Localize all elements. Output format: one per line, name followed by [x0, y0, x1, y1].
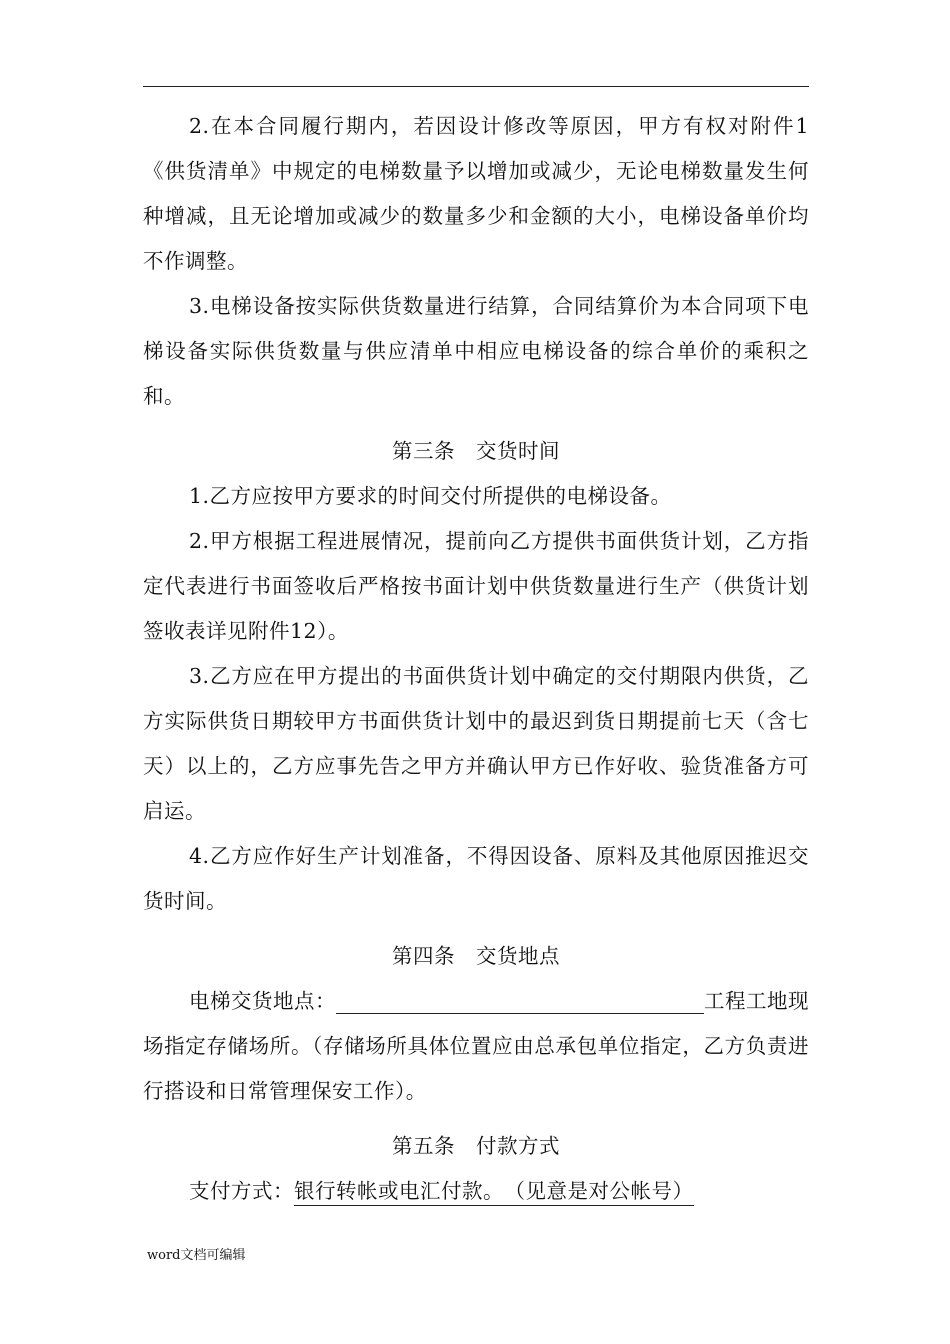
payment-method-label: 支付方式：	[189, 1179, 294, 1203]
delivery-location-text: 工程工地现场指定存储场所。（存储场所具体位置应由总承包单位指定，乙方负责进行搭设和日常管理保安工作）。	[143, 989, 809, 1103]
payment-method-paragraph	[143, 1169, 809, 1214]
footer-note: word文档可编辑	[147, 1248, 246, 1263]
article-3-item: 3.乙方应在甲方提出的书面供货计划中确定的交付期限内供货，乙方实际供货日期较甲方书面供货计划中的最迟到货日期提前七天（含七天）以上的，乙方应事先告之甲方并确认甲方已作好收、验货准备方可启运。	[143, 664, 809, 823]
paragraph-settlement: 3.电梯设备按实际供货数量进行结算，合同结算价为本合同项下电梯设备实际供货数量与供应清单中相应电梯设备的综合单价的乘积之和。	[143, 294, 809, 408]
paragraph-quantity-adjustment: 2.在本合同履行期内，若因设计修改等原因，甲方有权对附件1《供货清单》中规定的电梯数量予以增加或减少，无论电梯数量发生何种增减，且无论增加或减少的数量多少和金额的大小，电梯设备单价均不作调整。	[143, 114, 809, 273]
article-3-item: 4.乙方应作好生产计划准备，不得因设备、原料及其他原因推迟交货时间。	[143, 844, 809, 913]
article-3-item: 1.乙方应按甲方要求的时间交付所提供的电梯设备。	[189, 484, 672, 508]
article-3-item: 2.甲方根据工程进展情况，提前向乙方提供书面供货计划，乙方指定代表进行书面签收后严格按书面计划中供货数量进行生产（供货计划签收表详见附件12）。	[143, 529, 809, 643]
article-3-heading: 第三条 交货时间	[392, 439, 560, 463]
article-5-heading: 第五条 付款方式	[392, 1134, 560, 1158]
delivery-location-blank[interactable]	[336, 989, 704, 1014]
document-body	[143, 104, 809, 1214]
header-rule	[143, 86, 809, 87]
delivery-location-label: 电梯交货地点：	[189, 989, 336, 1013]
article-4-heading: 第四条 交货地点	[392, 944, 560, 968]
delivery-location-paragraph	[143, 979, 809, 1114]
payment-method-value: 银行转帐或电汇付款。 （见意是对公帐号）	[294, 1179, 694, 1206]
